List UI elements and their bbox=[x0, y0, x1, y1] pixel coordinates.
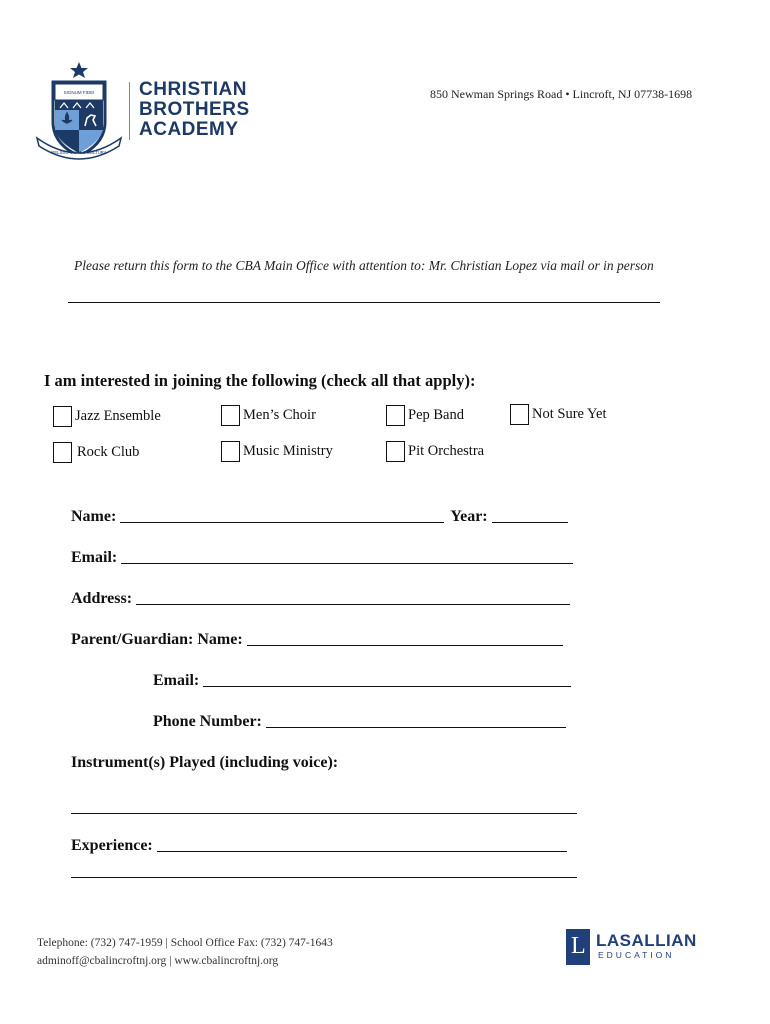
option-pit-orchestra[interactable] bbox=[386, 441, 484, 462]
checkbox[interactable] bbox=[386, 405, 405, 426]
option-label: Pep Band bbox=[408, 407, 464, 423]
phone-input-line[interactable] bbox=[266, 726, 566, 728]
footer-contact-web: adminoff@cbalincroftnj.org | www.cbalincroftnj.org bbox=[37, 955, 279, 967]
instruments-label: Instrument(s) Played (including voice): bbox=[71, 754, 339, 771]
option-label: Music Ministry bbox=[243, 443, 333, 459]
option-rock-club[interactable] bbox=[53, 442, 139, 463]
email-label: Email: bbox=[71, 549, 118, 566]
checkbox[interactable] bbox=[53, 442, 72, 463]
checkbox[interactable] bbox=[386, 441, 405, 462]
option-label: Rock Club bbox=[77, 444, 140, 460]
checkbox[interactable] bbox=[221, 441, 240, 462]
guardian-name-label: Parent/Guardian: Name: bbox=[71, 631, 243, 648]
experience-field-row bbox=[71, 837, 567, 855]
email-input-line[interactable] bbox=[121, 562, 573, 564]
checkbox[interactable] bbox=[53, 406, 72, 427]
option-mens-choir[interactable] bbox=[221, 405, 316, 426]
address-input-line[interactable] bbox=[136, 603, 570, 605]
option-label: Men’s Choir bbox=[243, 407, 316, 423]
phone-field-row bbox=[153, 713, 566, 731]
name-label: Name: bbox=[71, 508, 117, 525]
lasallian-logo-mark bbox=[566, 929, 590, 965]
year-label: Year: bbox=[450, 508, 488, 525]
school-name-line-2: BROTHERS bbox=[139, 99, 250, 120]
year-input-line[interactable] bbox=[492, 521, 568, 523]
lasallian-wordmark: LASALLIAN bbox=[596, 931, 697, 950]
school-name-line-1: CHRISTIAN bbox=[139, 79, 247, 100]
lasallian-letter: L bbox=[571, 933, 586, 959]
guardian-email-label: Email: bbox=[153, 672, 200, 689]
school-name-line-3: ACADEMY bbox=[139, 119, 239, 140]
crest-motto-text: SIGNUM FIDEI bbox=[63, 90, 95, 95]
return-instructions: Please return this form to the CBA Main Office with attention to: Mr. Christian Lopez via mail or in person bbox=[74, 258, 654, 273]
address-label: Address: bbox=[71, 590, 133, 607]
name-field-row bbox=[71, 508, 568, 526]
option-music-ministry[interactable] bbox=[221, 441, 333, 462]
experience-label: Experience: bbox=[71, 837, 153, 854]
address-field-row bbox=[71, 590, 570, 608]
logo-divider bbox=[129, 82, 130, 140]
divider-rule bbox=[68, 302, 660, 303]
lasallian-subtitle: EDUCATION bbox=[598, 950, 675, 960]
experience-input-line-2[interactable] bbox=[71, 877, 577, 878]
option-label: Not Sure Yet bbox=[532, 406, 607, 422]
interest-heading: I am interested in joining the following (check all that apply): bbox=[44, 371, 476, 390]
footer-contact-phone: Telephone: (732) 747-1959 | School Office Fax: (732) 747-1643 bbox=[37, 937, 333, 949]
email-field-row bbox=[71, 549, 573, 567]
guardian-name-field-row bbox=[71, 631, 563, 649]
guardian-email-field-row bbox=[153, 672, 571, 690]
phone-label: Phone Number: bbox=[153, 713, 262, 730]
option-pep-band[interactable] bbox=[386, 405, 464, 426]
checkbox[interactable] bbox=[221, 405, 240, 426]
option-label: Jazz Ensemble bbox=[75, 408, 161, 424]
experience-input-line[interactable] bbox=[157, 850, 567, 852]
school-address: 850 Newman Springs Road • Lincroft, NJ 07738-1698 bbox=[430, 87, 693, 101]
name-input-line[interactable] bbox=[120, 521, 444, 523]
option-jazz-ensemble[interactable] bbox=[53, 406, 161, 427]
option-not-sure-yet[interactable] bbox=[510, 404, 607, 425]
option-label: Pit Orchestra bbox=[408, 443, 485, 459]
school-crest bbox=[33, 60, 125, 164]
guardian-email-input-line[interactable] bbox=[203, 685, 571, 687]
guardian-name-input-line[interactable] bbox=[247, 644, 563, 646]
instruments-field-row bbox=[71, 754, 338, 772]
instruments-input-line[interactable] bbox=[71, 813, 577, 814]
checkbox[interactable] bbox=[510, 404, 529, 425]
crest-banner-text: RELIGIO MORES CULTURA bbox=[51, 150, 107, 155]
